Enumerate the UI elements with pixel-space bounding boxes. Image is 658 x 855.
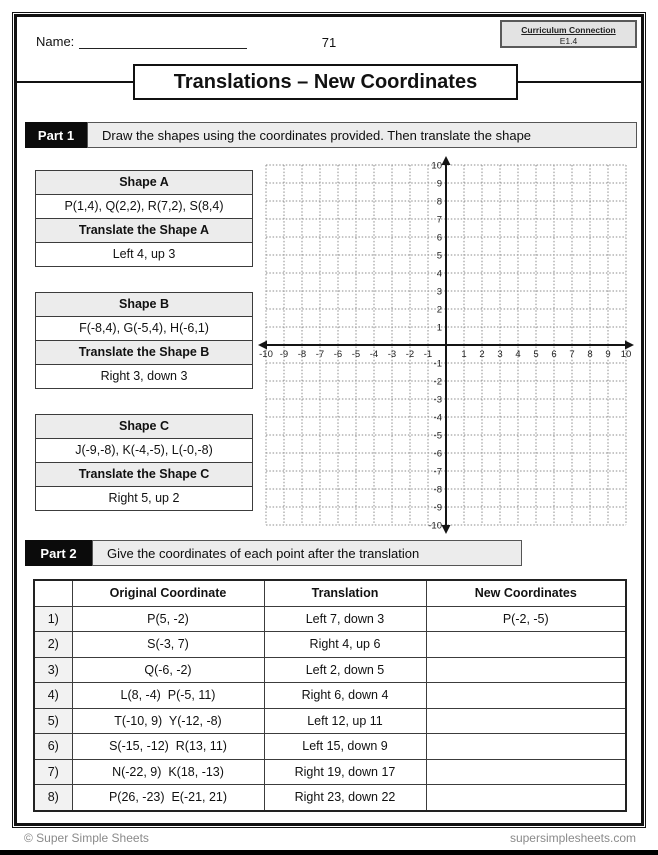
- x-tick-label: 7: [569, 349, 575, 360]
- original-coordinate-cell: P(5, -2): [72, 606, 264, 632]
- y-tick-label: -5: [433, 430, 442, 442]
- y-tick-label: 4: [436, 268, 442, 280]
- y-tick-label: -10: [428, 520, 442, 532]
- footer-copyright: © Super Simple Sheets: [24, 831, 149, 845]
- table-header-cell: [34, 580, 72, 606]
- x-tick-label: 5: [533, 349, 539, 360]
- shape-name-header: Shape A: [36, 171, 252, 195]
- x-tick-label: -9: [279, 349, 289, 360]
- x-tick-label: 1: [461, 349, 467, 360]
- x-tick-label: -4: [369, 349, 379, 360]
- y-tick-label: 3: [436, 286, 442, 298]
- x-tick-label: -2: [405, 349, 415, 360]
- part2-instruction: Give the coordinates of each point after the translation: [92, 540, 522, 566]
- table-body: [34, 606, 626, 811]
- x-tick-label: 9: [605, 349, 611, 360]
- shape-translation: Left 4, up 3: [112, 247, 176, 261]
- y-tick-label: -6: [433, 448, 442, 460]
- new-coordinates-answer-cell[interactable]: [426, 734, 626, 760]
- row-number-cell: 1): [34, 606, 72, 632]
- row-number-cell: 5): [34, 708, 72, 734]
- shape-box: [35, 414, 253, 511]
- table-header-cell: New Coordinates: [426, 580, 626, 606]
- shape-box: [35, 292, 253, 389]
- x-tick-label: 2: [479, 349, 485, 360]
- new-coordinates-answer-cell[interactable]: [426, 657, 626, 683]
- x-tick-label: 3: [497, 349, 503, 360]
- original-coordinate-cell: S(-15, -12) R(13, 11): [72, 734, 264, 760]
- row-number-cell: 8): [34, 785, 72, 811]
- table-row: [34, 708, 626, 734]
- part2-bar: [25, 540, 522, 566]
- new-coordinates-answer-cell[interactable]: [426, 708, 626, 734]
- shape-name-header: Shape B: [36, 293, 252, 317]
- original-coordinate-cell: T(-10, 9) Y(-12, -8): [72, 708, 264, 734]
- x-tick-label: 8: [587, 349, 593, 360]
- curriculum-connection-box: [500, 20, 637, 48]
- name-label: Name:: [36, 34, 75, 49]
- grid-svg: [258, 156, 634, 534]
- original-coordinate-cell: P(26, -23) E(-21, 21): [72, 785, 264, 811]
- y-axis-arrow-down: [442, 525, 451, 534]
- bottom-edge-strip: [0, 850, 658, 855]
- y-tick-label: -3: [433, 394, 442, 406]
- table-head: [34, 580, 626, 606]
- y-tick-label: 1: [436, 322, 442, 334]
- original-coordinate-cell: L(8, -4) P(-5, 11): [72, 683, 264, 709]
- translation-cell: Left 7, down 3: [264, 606, 426, 632]
- y-tick-label: 2: [436, 304, 442, 316]
- coordinate-grid[interactable]: [258, 156, 634, 534]
- x-tick-label: 4: [515, 349, 521, 360]
- new-coordinates-answer-cell[interactable]: [426, 785, 626, 811]
- shape-coordinates: P(1,4), Q(2,2), R(7,2), S(8,4): [36, 195, 252, 219]
- part2-label: Part 2: [25, 540, 92, 566]
- y-tick-label: 10: [431, 160, 442, 172]
- x-tick-label: -1: [423, 349, 433, 360]
- shape-coordinates: J(-9,-8), K(-4,-5), L(-0,-8): [36, 439, 252, 463]
- translation-cell: Right 19, down 17: [264, 759, 426, 785]
- new-coordinates-answer-cell[interactable]: [426, 759, 626, 785]
- table-row: [34, 657, 626, 683]
- y-tick-label: -2: [433, 376, 442, 388]
- curriculum-connection-label: Curriculum Connection: [521, 25, 616, 35]
- translation-cell: Left 12, up 11: [264, 708, 426, 734]
- table-row: [34, 632, 626, 658]
- x-tick-label: -8: [297, 349, 307, 360]
- worksheet-title: Translations – New Coordinates: [133, 64, 518, 100]
- original-coordinate-cell: N(-22, 9) K(18, -13): [72, 759, 264, 785]
- shape-name-header: Shape C: [36, 415, 252, 439]
- y-tick-label: 7: [436, 214, 442, 226]
- y-tick-label: 8: [436, 196, 442, 208]
- y-tick-label: -1: [433, 358, 442, 370]
- part1-bar: [25, 122, 637, 148]
- translation-cell: Right 4, up 6: [264, 632, 426, 658]
- y-tick-label: 9: [436, 178, 442, 190]
- translation-cell: Right 6, down 4: [264, 683, 426, 709]
- y-tick-label: 5: [436, 250, 442, 262]
- x-tick-label: 10: [620, 349, 632, 360]
- shape-boxes: [35, 170, 253, 536]
- x-tick-label: -6: [333, 349, 343, 360]
- table-header-cell: Original Coordinate: [72, 580, 264, 606]
- table-row: [34, 759, 626, 785]
- y-tick-label: -4: [433, 412, 442, 424]
- y-tick-label: -8: [433, 484, 442, 496]
- row-number-cell: 7): [34, 759, 72, 785]
- part1-label: Part 1: [25, 122, 87, 148]
- new-coordinates-answer-cell[interactable]: [426, 632, 626, 658]
- y-tick-label: -7: [433, 466, 442, 478]
- x-tick-label: -10: [259, 349, 273, 360]
- shape-coordinates: F(-8,4), G(-5,4), H(-6,1): [36, 317, 252, 341]
- original-coordinate-cell: Q(-6, -2): [72, 657, 264, 683]
- row-number-cell: 2): [34, 632, 72, 658]
- x-tick-label: 6: [551, 349, 557, 360]
- footer-website: supersimplesheets.com: [509, 831, 636, 845]
- table-row: [34, 734, 626, 760]
- curriculum-code: E1.4: [559, 36, 578, 46]
- y-axis-arrow-up: [442, 156, 451, 165]
- x-tick-label: -3: [387, 349, 397, 360]
- translation-cell: Left 2, down 5: [264, 657, 426, 683]
- x-tick-label: -5: [351, 349, 361, 360]
- part2-table: [33, 579, 627, 812]
- shape-translate-header: Translate the Shape B: [36, 341, 252, 365]
- y-tick-label: -9: [433, 502, 442, 514]
- row-number-cell: 4): [34, 683, 72, 709]
- table-row: [34, 785, 626, 811]
- x-tick-label: -7: [315, 349, 325, 360]
- translation-cell: Left 15, down 9: [264, 734, 426, 760]
- shape-translate-header: Translate the Shape A: [36, 219, 252, 243]
- row-number-cell: 3): [34, 657, 72, 683]
- page-number: 71: [321, 35, 337, 50]
- shape-translate-header: Translate the Shape C: [36, 463, 252, 487]
- translation-cell: Right 23, down 22: [264, 785, 426, 811]
- table-row: [34, 683, 626, 709]
- shape-translation: Right 3, down 3: [100, 369, 188, 383]
- new-coordinates-answer-cell[interactable]: P(-2, -5): [426, 606, 626, 632]
- table-header-cell: Translation: [264, 580, 426, 606]
- table-header-row: [34, 580, 626, 606]
- part1-instruction: Draw the shapes using the coordinates provided. Then translate the shape: [87, 122, 637, 148]
- shape-box: [35, 170, 253, 267]
- original-coordinate-cell: S(-3, 7): [72, 632, 264, 658]
- new-coordinates-answer-cell[interactable]: [426, 683, 626, 709]
- shape-translation: Right 5, up 2: [108, 491, 180, 505]
- y-tick-label: 6: [436, 232, 442, 244]
- row-number-cell: 6): [34, 734, 72, 760]
- table-row: [34, 606, 626, 632]
